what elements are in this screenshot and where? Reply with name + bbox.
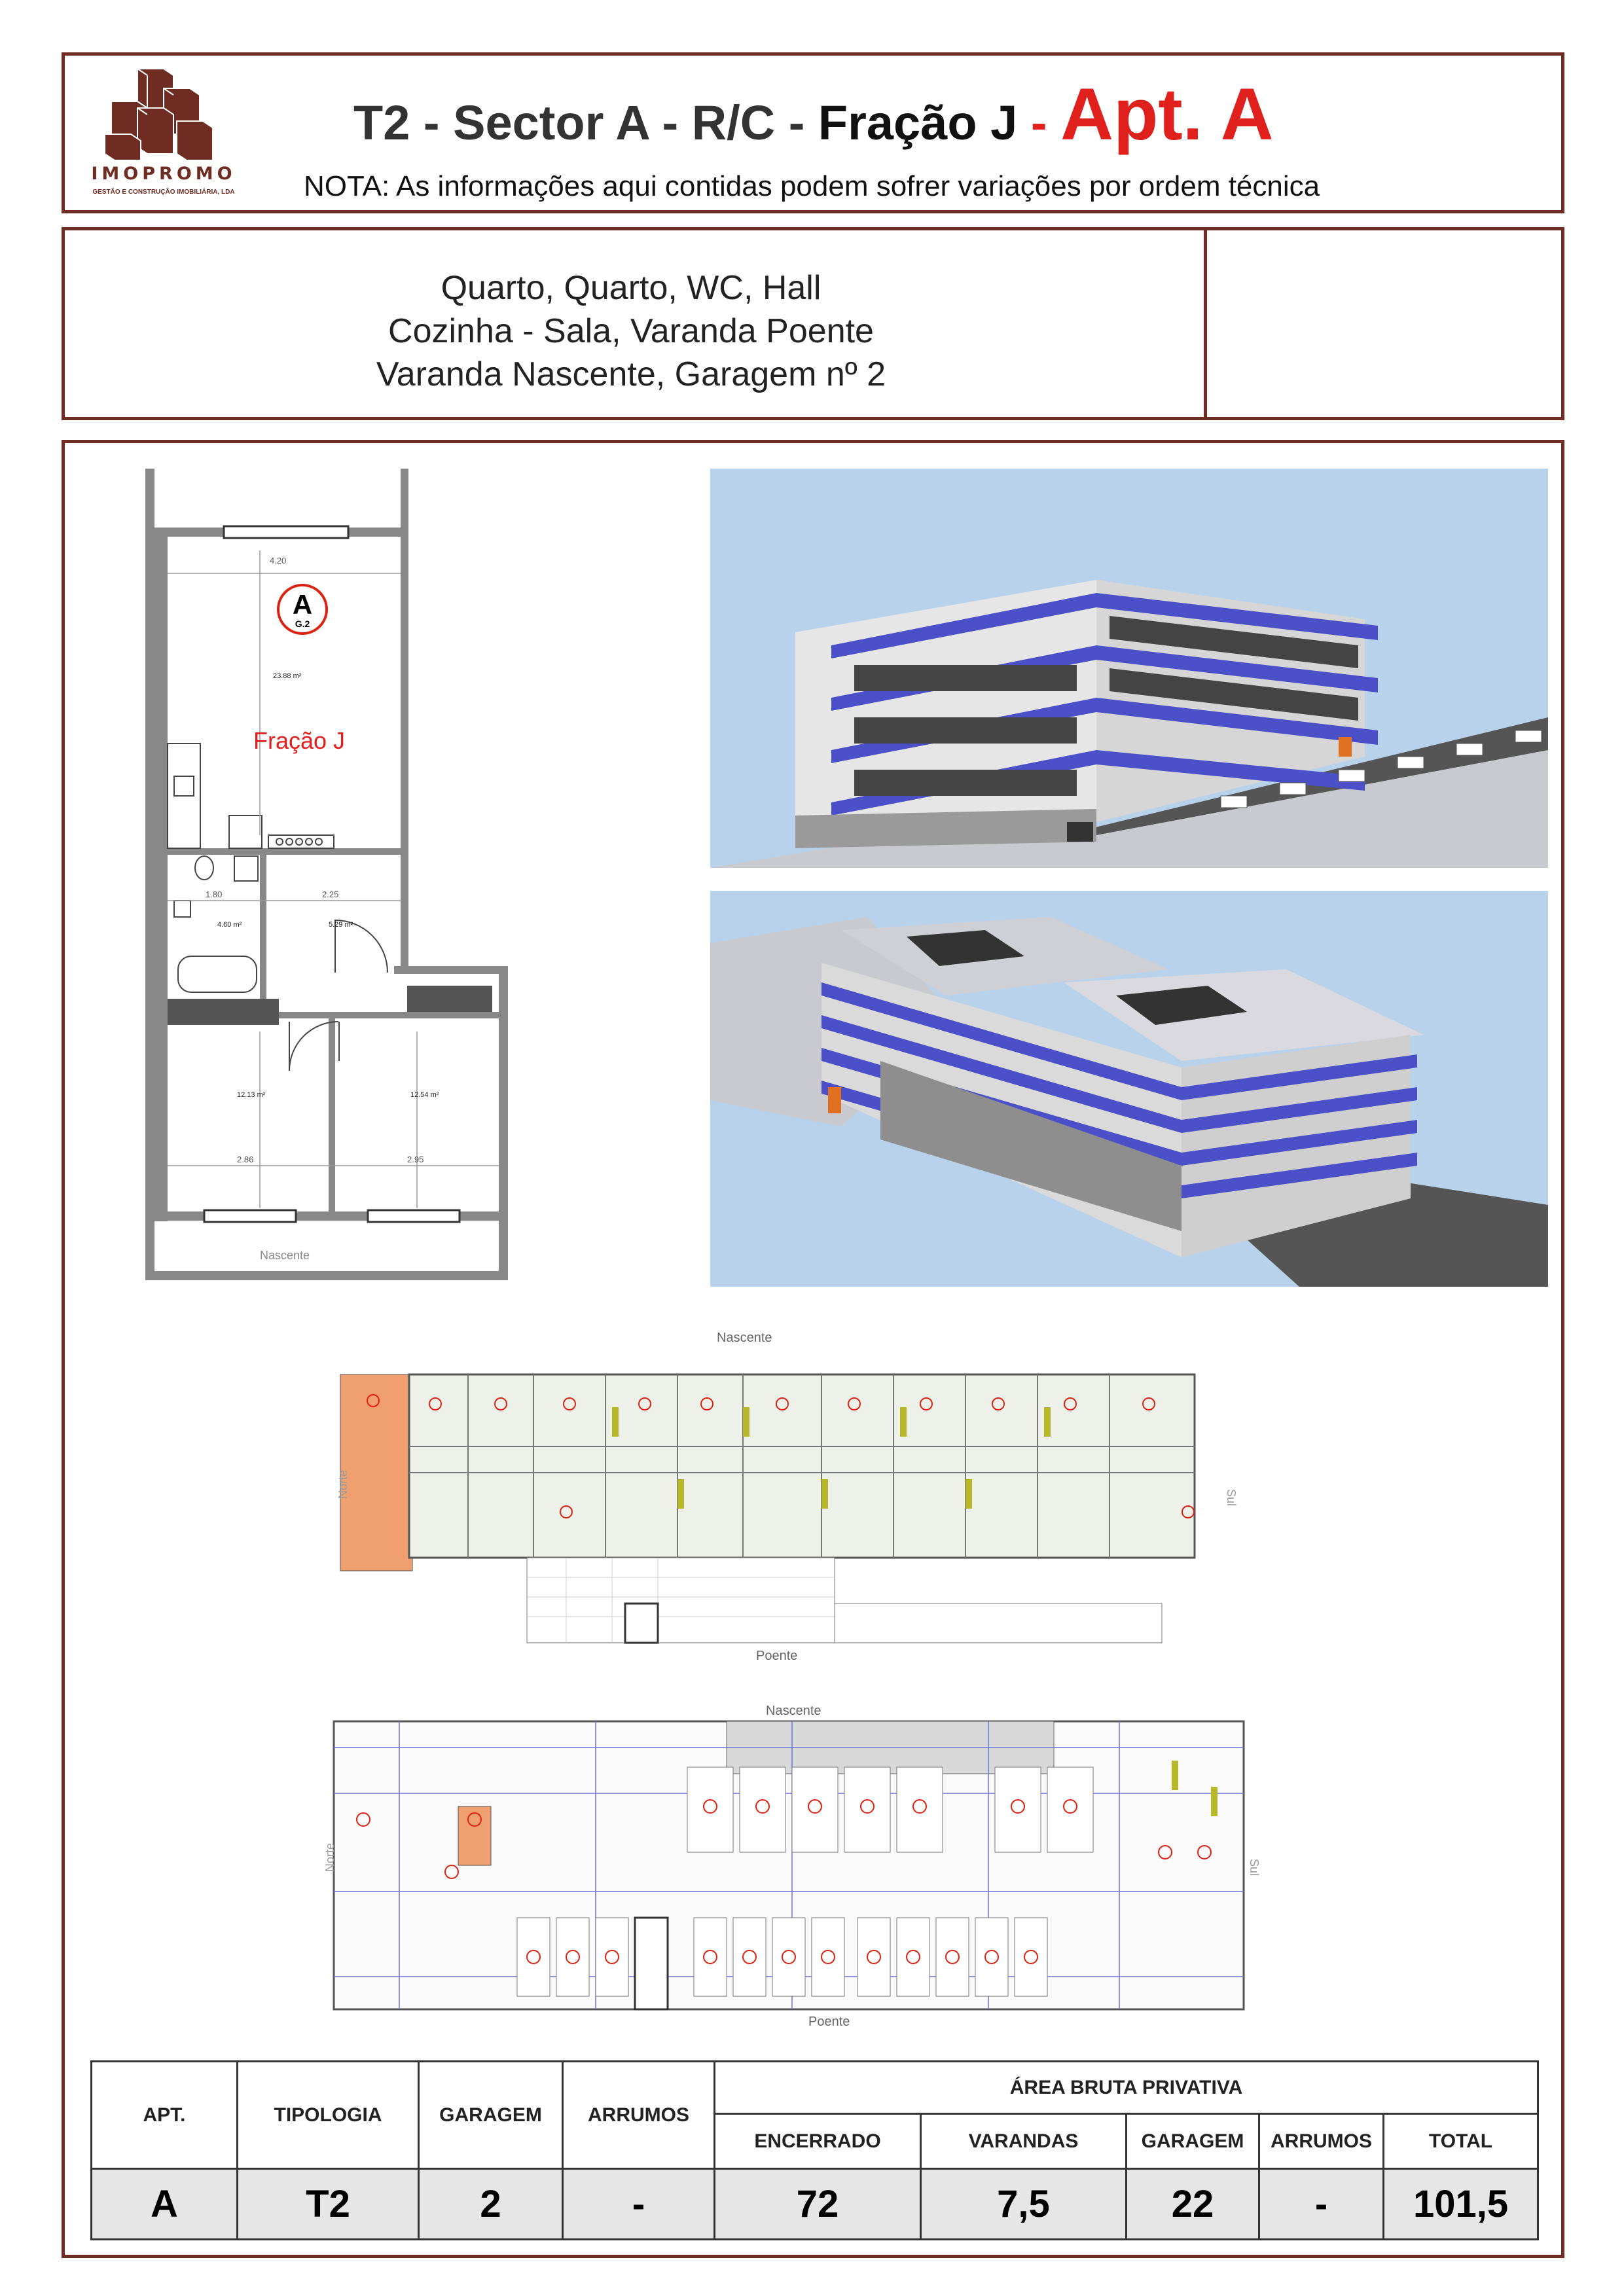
value-total: 101,5 (1384, 2169, 1538, 2240)
piso0-norte: Norte (336, 1469, 350, 1499)
piso0-nascente: Nascente (717, 1331, 772, 1345)
piso0-poente: Poente (756, 1649, 798, 1663)
logo-name: IMOPROMO (91, 164, 236, 184)
dim-hall: 2.25 (322, 889, 339, 899)
header-arrumos: ARRUMOS (563, 2062, 715, 2169)
area-hall: 5.29 m² (329, 921, 353, 929)
fracao-label: Fração J (253, 727, 346, 754)
title-apt: Apt. A (1060, 73, 1274, 155)
header-garagem: GARAGEM (419, 2062, 563, 2169)
dim-bedroom-2: 2.95 (407, 1155, 424, 1164)
value-garagem: 2 (419, 2169, 563, 2240)
piso2-nascente: Nascente (766, 1704, 821, 1718)
area-wc: 4.60 m² (217, 921, 242, 929)
piso0-sul: Sul (1225, 1489, 1238, 1507)
area-bedroom-1: 12.13 m² (237, 1091, 266, 1099)
sub-total: TOTAL (1384, 2114, 1538, 2169)
technical-note: NOTA: As informações aqui contidas podem sofrer variações por ordem técnica (304, 170, 1320, 202)
unit-badge-letter: A (292, 589, 313, 620)
sub-encerrado: ENCERRADO (715, 2114, 921, 2169)
value-arrumos: - (563, 2169, 715, 2240)
title-dash: - (1017, 96, 1061, 150)
unit-badge-garage: G.2 (295, 619, 310, 629)
dim-wc: 1.80 (206, 889, 223, 899)
header-apt: APT. (92, 2062, 238, 2169)
dim-bedroom-1: 2.86 (237, 1155, 254, 1164)
building-render-street (710, 469, 1548, 868)
value-tipologia: T2 (238, 2169, 419, 2240)
value-apt: A (92, 2169, 238, 2240)
header-area-bruta: ÁREA BRUTA PRIVATIVA (715, 2062, 1538, 2114)
floor-plan-piso-0 (337, 1316, 1260, 1662)
value-varandas: 7,5 (921, 2169, 1127, 2240)
title-fracao: Fração J (818, 96, 1018, 150)
dim-top: 4.20 (270, 556, 287, 565)
value-encerrado: 72 (715, 2169, 921, 2240)
area-bedroom-2: 12.54 m² (410, 1091, 439, 1099)
piso2-norte: Norte (323, 1842, 336, 1872)
sub-garagem: GARAGEM (1127, 2114, 1259, 2169)
nascente-label: Nascente (260, 1249, 310, 1262)
value-area-garagem: 22 (1127, 2169, 1259, 2240)
building-render-aerial (710, 891, 1548, 1287)
piso2-sul: Sul (1248, 1859, 1261, 1876)
page-title (353, 72, 1532, 156)
sub-varandas: VARANDAS (921, 2114, 1127, 2169)
description-line-2: Cozinha - Sala, Varanda Poente (388, 312, 874, 350)
title-main: T2 - Sector A - R/C - (353, 96, 818, 150)
area-sala: 23.88 m² (273, 672, 302, 680)
description-line-3: Varanda Nascente, Garagem nº 2 (376, 355, 886, 393)
header-tipologia: TIPOLOGIA (238, 2062, 419, 2169)
floor-plan-piso-minus-2 (321, 1695, 1261, 2062)
description-divider (1204, 230, 1207, 417)
description-line-1: Quarto, Quarto, WC, Hall (441, 269, 821, 307)
value-area-arrumos: - (1259, 2169, 1384, 2240)
sub-arrumos: ARRUMOS (1259, 2114, 1384, 2169)
piso2-poente: Poente (808, 2015, 850, 2029)
apartment-floor-plan (145, 469, 520, 1280)
area-table (90, 2060, 1539, 2240)
logo-subtitle: GESTÃO E CONSTRUÇÃO IMOBILIÁRIA, LDA (92, 188, 235, 196)
